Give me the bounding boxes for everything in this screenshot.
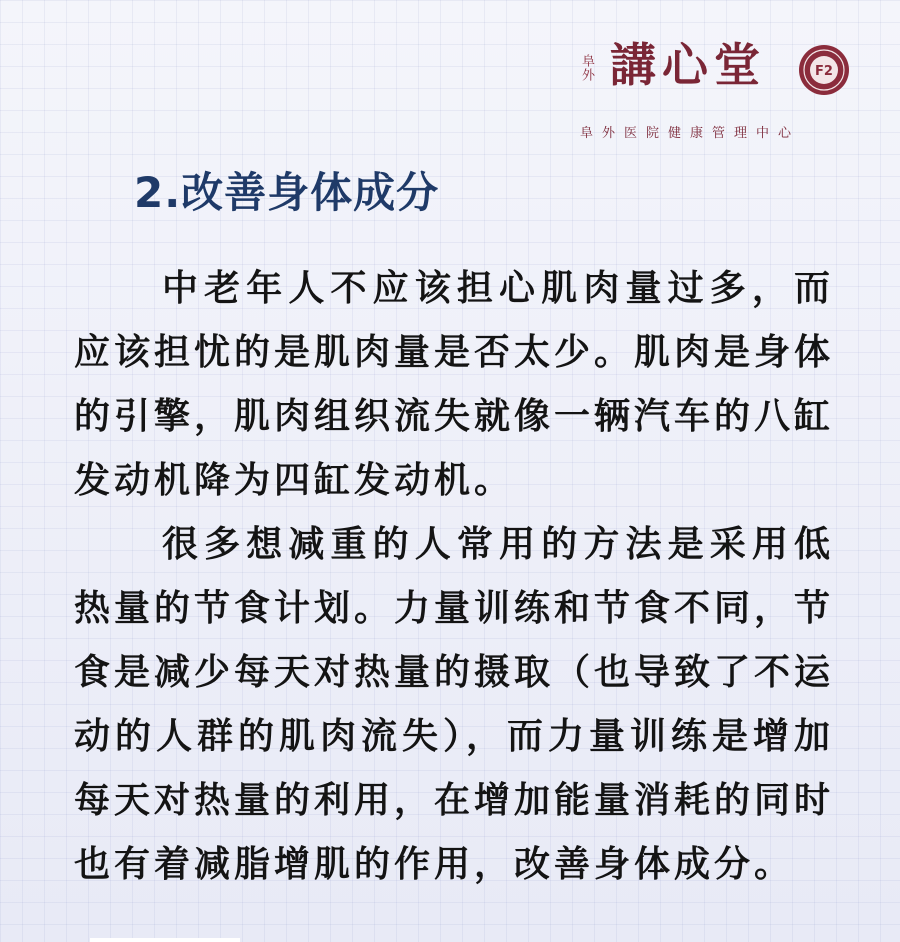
brand-name: 講心堂 bbox=[610, 38, 766, 92]
brand-logo bbox=[579, 38, 850, 141]
brand-subtitle: 阜外医院健康管理中心 bbox=[580, 126, 801, 141]
divider bbox=[90, 938, 240, 942]
paragraph: 中老年人不应该担心肌肉量过多，而应该担忧的是肌肉量是否太少。肌肉是身体的引擎，肌肉组织流失就像一辆汽车的八缸发动机降为四缸发动机。 bbox=[74, 267, 835, 501]
hospital-seal-icon bbox=[798, 44, 850, 96]
section-heading: 2.改善身体成分 bbox=[134, 168, 440, 217]
article-body bbox=[74, 256, 834, 896]
seal-text: F2 bbox=[815, 64, 833, 79]
brand-mark: 阜外 bbox=[579, 54, 594, 82]
paragraph: 很多想减重的人常用的方法是采用低热量的节食计划。力量训练和节食不同，节食是减少每天对热量的摄取（也导致了不运动的人群的肌肉流失），而力量训练是增加每天对热量的利用，在增加能量消耗的同时也有着减脂增肌的作用，改善身体成分。 bbox=[74, 523, 835, 885]
